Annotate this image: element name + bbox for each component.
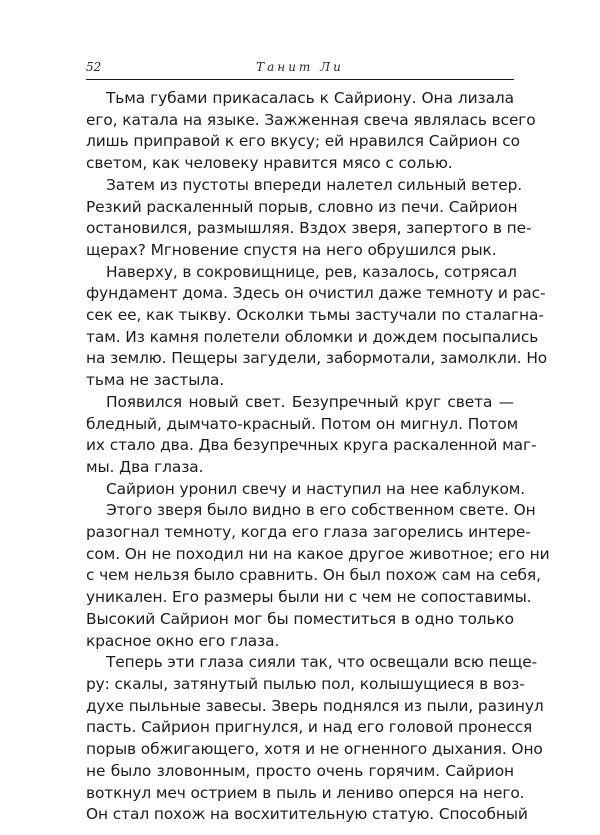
text-line: порыв обжигающего, хотя и не огненного дыхания. Оно xyxy=(86,740,543,759)
running-head-author: Танит Ли xyxy=(256,60,344,74)
text-line: светом, как человеку нравится мясо с солью. xyxy=(86,154,453,173)
paragraph xyxy=(86,175,532,262)
text-line: Затем из пустоты впереди налетел сильный ветер. xyxy=(106,175,523,194)
text-line: остановился, размышляя. Вздох зверя, запертого в пе- xyxy=(86,219,532,238)
paragraph xyxy=(86,479,526,501)
body-text xyxy=(86,88,550,826)
text-line: сек ее, как тыкву. Осколки тьмы застучали по сталагна- xyxy=(86,306,544,325)
text-line: Резкий раскаленный порыв, словно из печи. Сайрион xyxy=(86,197,518,216)
text-line: ру: скалы, затянутый пылью пол, колышущиеся в воз- xyxy=(86,674,525,693)
text-line: разогнал темноту, когда его глаза загорелись интере- xyxy=(86,523,531,542)
text-line: Наверху, в сокровищнице, рев, казалось, сотрясал xyxy=(106,262,517,281)
running-head xyxy=(86,58,514,78)
text-line: бледный, дымчато-красный. Потом он мигнул. Потом xyxy=(86,414,519,433)
text-line: Высокий Сайрион мог бы поместиться в одно только xyxy=(86,609,514,628)
text-line: мы. Два глаза. xyxy=(86,457,204,476)
text-line: там. Из камня полетели обломки и дождем посыпались xyxy=(86,327,539,346)
paragraph xyxy=(86,392,537,479)
text-line: воткнул меч острием в пыль и лениво оперся на него. xyxy=(86,783,525,802)
text-line: уникален. Его размеры были ни с чем не сопоставимы. xyxy=(86,588,532,607)
text-line: духе пыльные завесы. Зверь поднялся из пыли, разинул xyxy=(86,696,544,715)
text-line: Сайрион уронил свечу и наступил на нее каблуком. xyxy=(106,479,526,498)
text-line: лишь приправой к его вкусу; ей нравился Сайрион со xyxy=(86,132,520,151)
text-line: с чем нельзя было сравнить. Он был похож сам на себя, xyxy=(86,566,541,585)
paragraph xyxy=(86,500,550,652)
text-line: не было зловонным, просто очень горячим. Сайрион xyxy=(86,761,514,780)
text-line: тьма не застыла. xyxy=(86,371,225,390)
text-line: Тьма губами прикасалась к Сайриону. Она лизала xyxy=(106,89,514,107)
text-line: Появился новый свет. Безупречный круг света — xyxy=(106,392,514,411)
text-line: щерах? Мгновение спустя на него обрушился рык. xyxy=(86,240,497,259)
text-line: его, катала на языке. Зажженная свеча являлась всего xyxy=(86,110,536,129)
text-line: Он стал похож на восхитительную статую. Способный xyxy=(86,805,528,824)
page-number: 52 xyxy=(86,60,102,74)
text-line: Теперь эти глаза сияли так, что освещали всю пеще- xyxy=(106,653,538,672)
text-line: пасть. Сайрион пригнулся, и над его головой пронесся xyxy=(86,718,533,737)
paragraph xyxy=(86,652,544,826)
text-line: на землю. Пещеры загудели, забормотали, замолкли. Но xyxy=(86,349,548,368)
text-line: их стало два. Два безупречных круга раскаленной маг- xyxy=(86,436,537,455)
text-line: красное окно его глаза. xyxy=(86,631,280,650)
header-rule xyxy=(86,79,514,80)
text-line: сом. Он не походил ни на какое другое животное; его ни xyxy=(86,544,550,563)
paragraph xyxy=(86,88,536,175)
text-line: фундамент дома. Здесь он очистил даже темноту и рас- xyxy=(86,284,546,303)
paragraph xyxy=(86,262,548,392)
text-line: Этого зверя было видно в его собственном свете. Он xyxy=(106,501,536,520)
